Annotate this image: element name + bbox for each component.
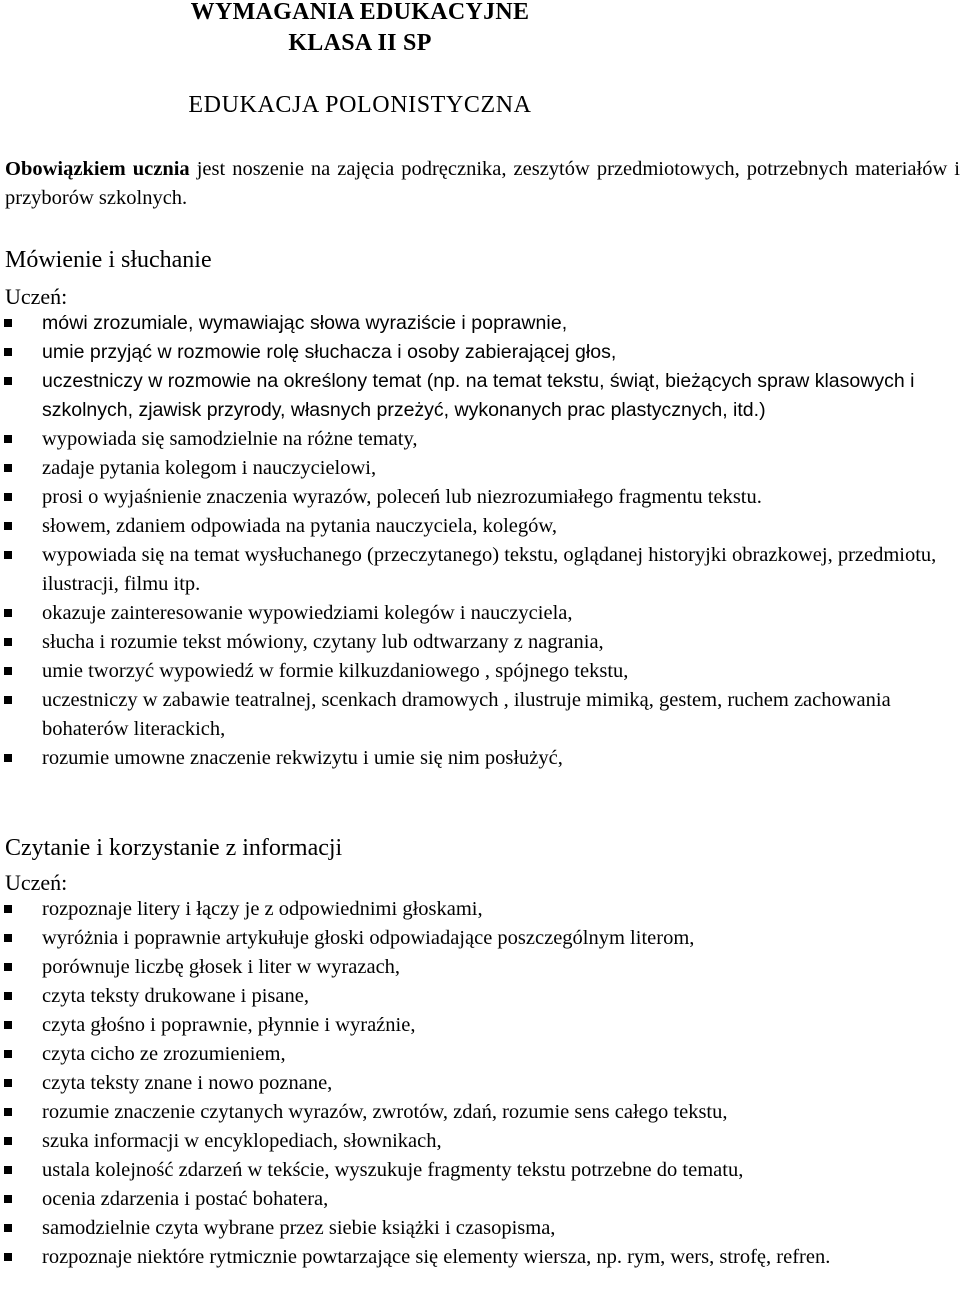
bullet-icon (4, 348, 12, 356)
bullet-icon (4, 435, 12, 443)
bullet-icon (4, 1137, 12, 1145)
bullet-icon (4, 905, 12, 913)
document-title: WYMAGANIA EDUKACYJNE (190, 0, 530, 25)
list-item: wypowiada się na temat wysłuchanego (przeczytanego) tekstu, oglądanej historyjki obrazkowej, przedmiotu, ilustracji, filmu itp. (0, 541, 955, 599)
list-item: porównuje liczbę głosek i liter w wyrazach, (0, 953, 955, 982)
list-item: czyta teksty znane i nowo poznane, (0, 1069, 955, 1098)
bullet-icon (4, 754, 12, 762)
list-item: słowem, zdaniem odpowiada na pytania nauczyciela, kolegów, (0, 512, 955, 541)
list-item: wypowiada się samodzielnie na różne tematy, (0, 425, 955, 454)
bullet-icon (4, 609, 12, 617)
list-item: rozpoznaje niektóre rytmicznie powtarzające się elementy wiersza, np. rym, wers, strofę, refren. (0, 1243, 955, 1272)
speaking-list (0, 309, 955, 773)
bullet-icon (4, 963, 12, 971)
list-item: ocenia zdarzenia i postać bohatera, (0, 1185, 955, 1214)
list-item: zadaje pytania kolegom i nauczycielowi, (0, 454, 955, 483)
bullet-icon (4, 1253, 12, 1261)
section-title-speaking: Mówienie i słuchanie (5, 247, 212, 273)
bullet-icon (4, 1195, 12, 1203)
bullet-icon (4, 667, 12, 675)
class-title: KLASA II SP (288, 30, 432, 56)
list-item: wyróżnia i poprawnie artykułuje głoski odpowiadające poszczególnym literom, (0, 924, 955, 953)
uczen-label: Uczeń: (5, 284, 68, 309)
list-item: szuka informacji w encyklopediach, słownikach, (0, 1127, 955, 1156)
list-item: ustala kolejność zdarzeń w tekście, wyszukuje fragmenty tekstu potrzebne do tematu, (0, 1156, 955, 1185)
bullet-icon (4, 638, 12, 646)
list-item: umie tworzyć wypowiedź w formie kilkuzdaniowego , spójnego tekstu, (0, 657, 955, 686)
list-item: umie przyjąć w rozmowie rolę słuchacza i osoby zabierającej głos, (0, 338, 955, 367)
list-item: okazuje zainteresowanie wypowiedziami kolegów i nauczyciela, (0, 599, 955, 628)
list-item: rozpoznaje litery i łączy je z odpowiednimi głoskami, (0, 895, 955, 924)
list-item: uczestniczy w zabawie teatralnej, scenkach dramowych , ilustruje mimiką, gestem, ruchem zachowania bohaterów literackich, (0, 686, 955, 744)
list-item: czyta teksty drukowane i pisane, (0, 982, 955, 1011)
list-item: rozumie znaczenie czytanych wyrazów, zwrotów, zdań, rozumie sens całego tekstu, (0, 1098, 955, 1127)
reading-list (0, 895, 955, 1272)
list-item: rozumie umowne znaczenie rekwizytu i umie się nim posłużyć, (0, 744, 955, 773)
bullet-icon (4, 551, 12, 559)
bullet-icon (4, 1224, 12, 1232)
bullet-icon (4, 992, 12, 1000)
intro-paragraph (5, 155, 960, 213)
bullet-icon (4, 377, 12, 385)
uczen-label: Uczeń: (5, 870, 68, 895)
list-item: mówi zrozumiale, wymawiając słowa wyraziście i poprawnie, (0, 309, 955, 338)
list-item: czyta cicho ze zrozumieniem, (0, 1040, 955, 1069)
section-title-reading: Czytanie i korzystanie z informacji (5, 835, 343, 861)
bullet-icon (4, 1108, 12, 1116)
bullet-icon (4, 1050, 12, 1058)
bullet-icon (4, 1021, 12, 1029)
list-item: uczestniczy w rozmowie na określony temat (np. na temat tekstu, świąt, bieżących spraw klasowych i szkolnych, zjawisk przyrody, własnych przeżyć, wykonanych prac plastycznych, itd.) (0, 367, 955, 425)
bullet-icon (4, 1079, 12, 1087)
bullet-icon (4, 493, 12, 501)
intro-text: jest noszenie na zajęcia podręcznika, zeszytów przedmiotowych, potrzebnych materiałów i przyborów szkolnych. (5, 158, 960, 209)
bullet-icon (4, 464, 12, 472)
bullet-icon (4, 1166, 12, 1174)
list-item: prosi o wyjaśnienie znaczenia wyrazów, poleceń lub niezrozumiałego fragmentu tekstu. (0, 483, 955, 512)
list-item: samodzielnie czyta wybrane przez siebie książki i czasopisma, (0, 1214, 955, 1243)
bullet-icon (4, 522, 12, 530)
intro-bold: Obowiązkiem ucznia (5, 158, 190, 180)
bullet-icon (4, 934, 12, 942)
list-item: czyta głośno i poprawnie, płynnie i wyraźnie, (0, 1011, 955, 1040)
subject-title: EDUKACJA POLONISTYCZNA (188, 92, 532, 118)
list-item: słucha i rozumie tekst mówiony, czytany lub odtwarzany z nagrania, (0, 628, 955, 657)
bullet-icon (4, 696, 12, 704)
bullet-icon (4, 319, 12, 327)
